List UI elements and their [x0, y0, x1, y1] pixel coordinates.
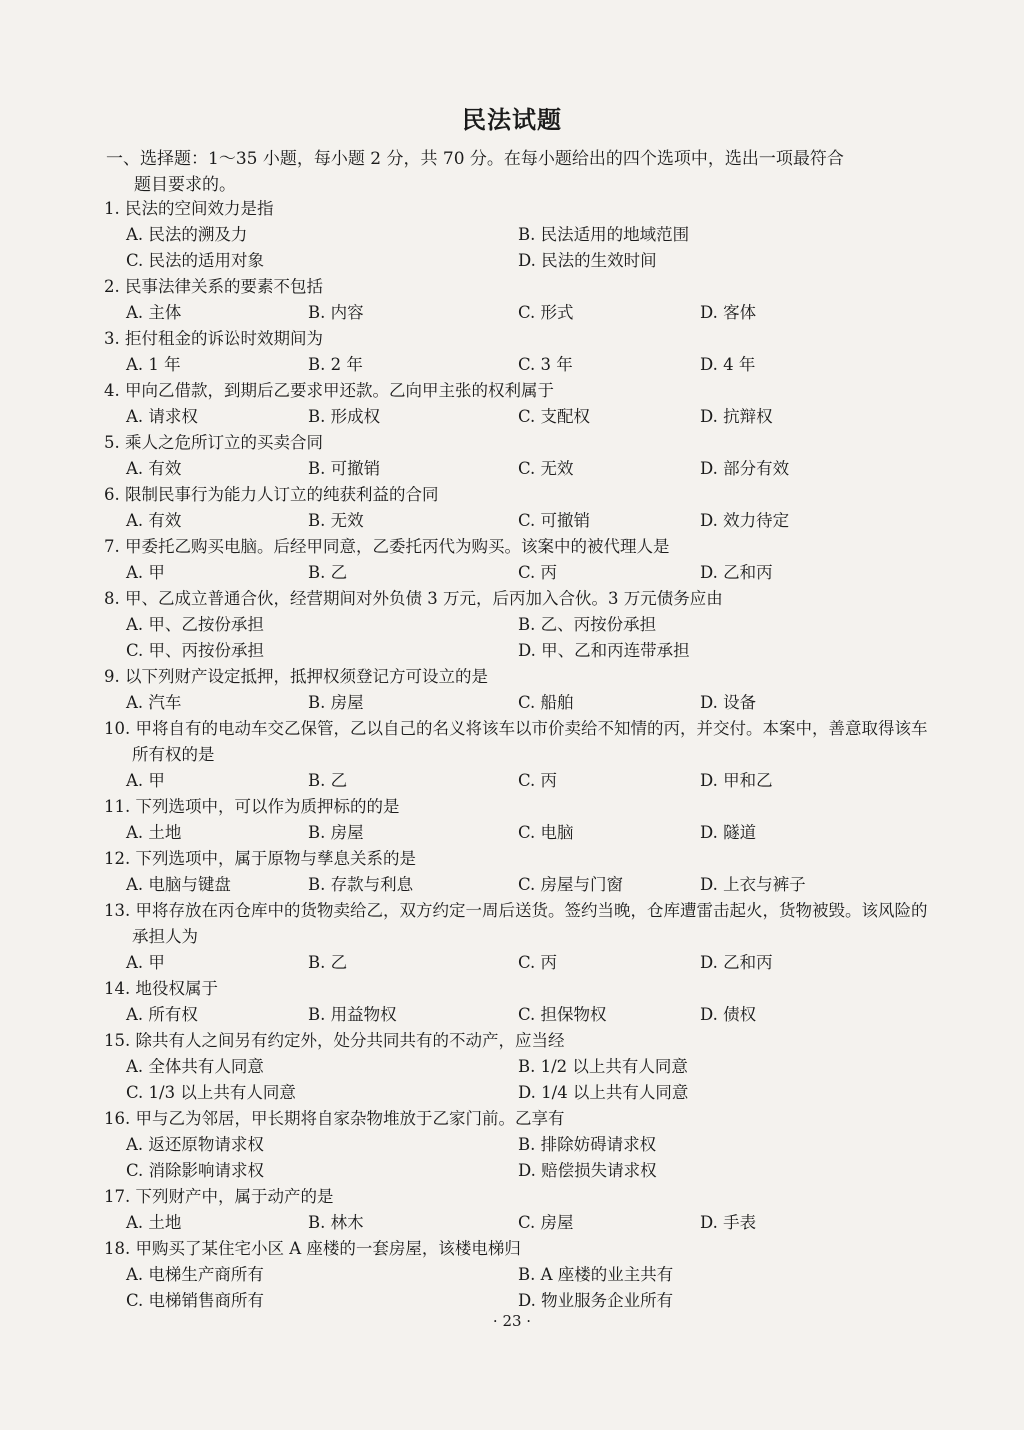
options-row [104, 690, 934, 716]
options-row [104, 222, 934, 248]
options-row [104, 300, 934, 326]
question-12 [104, 846, 934, 898]
option-c: C. 担保物权 [518, 1005, 607, 1024]
option-a: A. 主体 [126, 303, 182, 322]
option-c: C. 1/3 以上共有人同意 [126, 1083, 296, 1102]
option-c: C. 甲、丙按份承担 [126, 641, 265, 660]
question-stem: 1. 民法的空间效力是指 [104, 199, 274, 218]
option-c: C. 电梯销售商所有 [126, 1291, 265, 1310]
options-row [104, 404, 934, 430]
options-row [104, 248, 934, 274]
option-d: D. 赔偿损失请求权 [518, 1161, 657, 1180]
instructions-line-2: 题目要求的。 [134, 175, 236, 195]
option-d: D. 抗辩权 [700, 407, 773, 426]
option-c: C. 丙 [518, 563, 558, 582]
question-1 [104, 196, 934, 274]
option-c: C. 形式 [518, 303, 574, 322]
option-d: D. 乙和丙 [700, 563, 773, 582]
option-a: A. 全体共有人同意 [126, 1057, 264, 1076]
question-18 [104, 1236, 934, 1314]
option-c: C. 房屋 [518, 1213, 574, 1232]
options-row [104, 560, 934, 586]
option-c: C. 消除影响请求权 [126, 1161, 265, 1180]
option-a: A. 土地 [126, 823, 182, 842]
question-stem: 2. 民事法律关系的要素不包括 [104, 277, 323, 296]
option-b: B. 排除妨碍请求权 [518, 1135, 657, 1154]
question-stem: 18. 甲购买了某住宅小区 A 座楼的一套房屋，该楼电梯归 [104, 1239, 521, 1258]
option-b: B. 内容 [308, 303, 364, 322]
option-b: B. 乙 [308, 953, 348, 972]
option-a: A. 甲 [126, 953, 165, 972]
option-c: C. 支配权 [518, 407, 591, 426]
option-b: B. 形成权 [308, 407, 381, 426]
option-a: A. 土地 [126, 1213, 182, 1232]
option-b: B. 用益物权 [308, 1005, 397, 1024]
question-stem: 8. 甲、乙成立普通合伙，经营期间对外负债 3 万元，后丙加入合伙。3 万元债务应由 [104, 589, 723, 608]
question-13 [104, 898, 934, 976]
question-16 [104, 1106, 934, 1184]
question-8 [104, 586, 934, 664]
question-2 [104, 274, 934, 326]
option-d: D. 1/4 以上共有人同意 [518, 1083, 689, 1102]
question-stem: 3. 拒付租金的诉讼时效期间为 [104, 329, 323, 348]
option-a: A. 民法的溯及力 [126, 225, 248, 244]
question-11 [104, 794, 934, 846]
option-d: D. 效力待定 [700, 511, 790, 530]
question-stem: 6. 限制民事行为能力人订立的纯获利益的合同 [104, 485, 439, 504]
question-stem: 10. 甲将自有的电动车交乙保管，乙以自己的名义将该车以市价卖给不知情的丙，并交付。本案中，善意取得该车所有权的是 [104, 719, 928, 764]
option-a: A. 甲 [126, 563, 165, 582]
page-title: 民法试题 [462, 105, 562, 134]
option-d: D. 上衣与裤子 [700, 875, 806, 894]
question-stem: 15. 除共有人之间另有约定外，处分共同共有的不动产，应当经 [104, 1031, 565, 1050]
option-a: A. 返还原物请求权 [126, 1135, 264, 1154]
options-row [104, 1132, 934, 1158]
options-row [104, 638, 934, 664]
option-a: A. 1 年 [126, 355, 181, 374]
option-b: B. 乙 [308, 563, 348, 582]
option-d: D. 甲、乙和丙连带承担 [518, 641, 690, 660]
question-stem: 9. 以下列财产设定抵押，抵押权须登记方可设立的是 [104, 667, 488, 686]
options-row [104, 612, 934, 638]
option-b: B. 存款与利息 [308, 875, 414, 894]
options-row [104, 456, 934, 482]
option-c: C. 丙 [518, 953, 558, 972]
question-3 [104, 326, 934, 378]
option-b: B. 房屋 [308, 693, 364, 712]
question-6 [104, 482, 934, 534]
options-row [104, 508, 934, 534]
options-row [104, 872, 934, 898]
option-b: B. 房屋 [308, 823, 364, 842]
option-c: C. 3 年 [518, 355, 573, 374]
question-stem: 7. 甲委托乙购买电脑。后经甲同意，乙委托丙代为购买。该案中的被代理人是 [104, 537, 670, 556]
option-b: B. 民法适用的地域范围 [518, 225, 690, 244]
option-a: A. 电脑与键盘 [126, 875, 231, 894]
options-row [104, 820, 934, 846]
option-a: A. 汽车 [126, 693, 182, 712]
question-stem: 14. 地役权属于 [104, 979, 218, 998]
option-d: D. 4 年 [700, 355, 756, 374]
question-stem: 16. 甲与乙为邻居，甲长期将自家杂物堆放于乙家门前。乙享有 [104, 1109, 565, 1128]
option-d: D. 客体 [700, 303, 757, 322]
question-14 [104, 976, 934, 1028]
options-row [104, 1054, 934, 1080]
option-c: C. 电脑 [518, 823, 574, 842]
question-15 [104, 1028, 934, 1106]
option-b: B. 无效 [308, 511, 364, 530]
question-9 [104, 664, 934, 716]
options-row [104, 950, 934, 976]
option-a: A. 请求权 [126, 407, 198, 426]
option-c: C. 无效 [518, 459, 574, 478]
option-d: D. 手表 [700, 1213, 757, 1232]
option-c: C. 房屋与门窗 [518, 875, 624, 894]
question-stem: 13. 甲将存放在丙仓库中的货物卖给乙，双方约定一周后送货。签约当晚，仓库遭雷击起火，货物被毁。该风险的承担人为 [104, 901, 928, 946]
options-row [104, 1158, 934, 1184]
question-17 [104, 1184, 934, 1236]
option-b: B. 林木 [308, 1213, 364, 1232]
option-d: D. 甲和乙 [700, 771, 773, 790]
option-a: A. 有效 [126, 459, 182, 478]
option-b: B. 乙 [308, 771, 348, 790]
options-row [104, 1262, 934, 1288]
option-c: C. 可撤销 [518, 511, 591, 530]
option-c: C. 丙 [518, 771, 558, 790]
option-a: A. 甲 [126, 771, 165, 790]
option-d: D. 债权 [700, 1005, 757, 1024]
options-row [104, 1210, 934, 1236]
option-d: D. 物业服务企业所有 [518, 1291, 674, 1310]
question-list [104, 196, 934, 1314]
options-row [104, 1288, 934, 1314]
instructions-line-1: 一、选择题：1～35 小题，每小题 2 分，共 70 分。在每小题给出的四个选项中，选出一项最符合 [106, 149, 844, 169]
option-c: C. 船舶 [518, 693, 574, 712]
option-d: D. 民法的生效时间 [518, 251, 657, 270]
option-a: A. 所有权 [126, 1005, 198, 1024]
question-stem: 5. 乘人之危所订立的买卖合同 [104, 433, 323, 452]
options-row [104, 1002, 934, 1028]
question-4 [104, 378, 934, 430]
option-b: B. 1/2 以上共有人同意 [518, 1057, 688, 1076]
question-stem: 4. 甲向乙借款，到期后乙要求甲还款。乙向甲主张的权利属于 [104, 381, 554, 400]
option-d: D. 设备 [700, 693, 757, 712]
option-b: B. A 座楼的业主共有 [518, 1265, 674, 1284]
section-instructions [106, 146, 926, 198]
option-a: A. 有效 [126, 511, 182, 530]
option-d: D. 乙和丙 [700, 953, 773, 972]
options-row [104, 768, 934, 794]
options-row [104, 1080, 934, 1106]
question-stem: 12. 下列选项中，属于原物与孳息关系的是 [104, 849, 416, 868]
options-row [104, 352, 934, 378]
option-b: B. 可撤销 [308, 459, 381, 478]
option-b: B. 乙、丙按份承担 [518, 615, 657, 634]
question-10 [104, 716, 934, 794]
option-d: D. 隧道 [700, 823, 757, 842]
question-5 [104, 430, 934, 482]
option-b: B. 2 年 [308, 355, 363, 374]
option-a: A. 电梯生产商所有 [126, 1265, 264, 1284]
question-stem: 11. 下列选项中，可以作为质押标的的是 [104, 797, 400, 816]
question-7 [104, 534, 934, 586]
question-stem: 17. 下列财产中，属于动产的是 [104, 1187, 334, 1206]
option-d: D. 部分有效 [700, 459, 790, 478]
page-number: · 23 · [492, 1312, 532, 1330]
option-c: C. 民法的适用对象 [126, 251, 265, 270]
option-a: A. 甲、乙按份承担 [126, 615, 264, 634]
